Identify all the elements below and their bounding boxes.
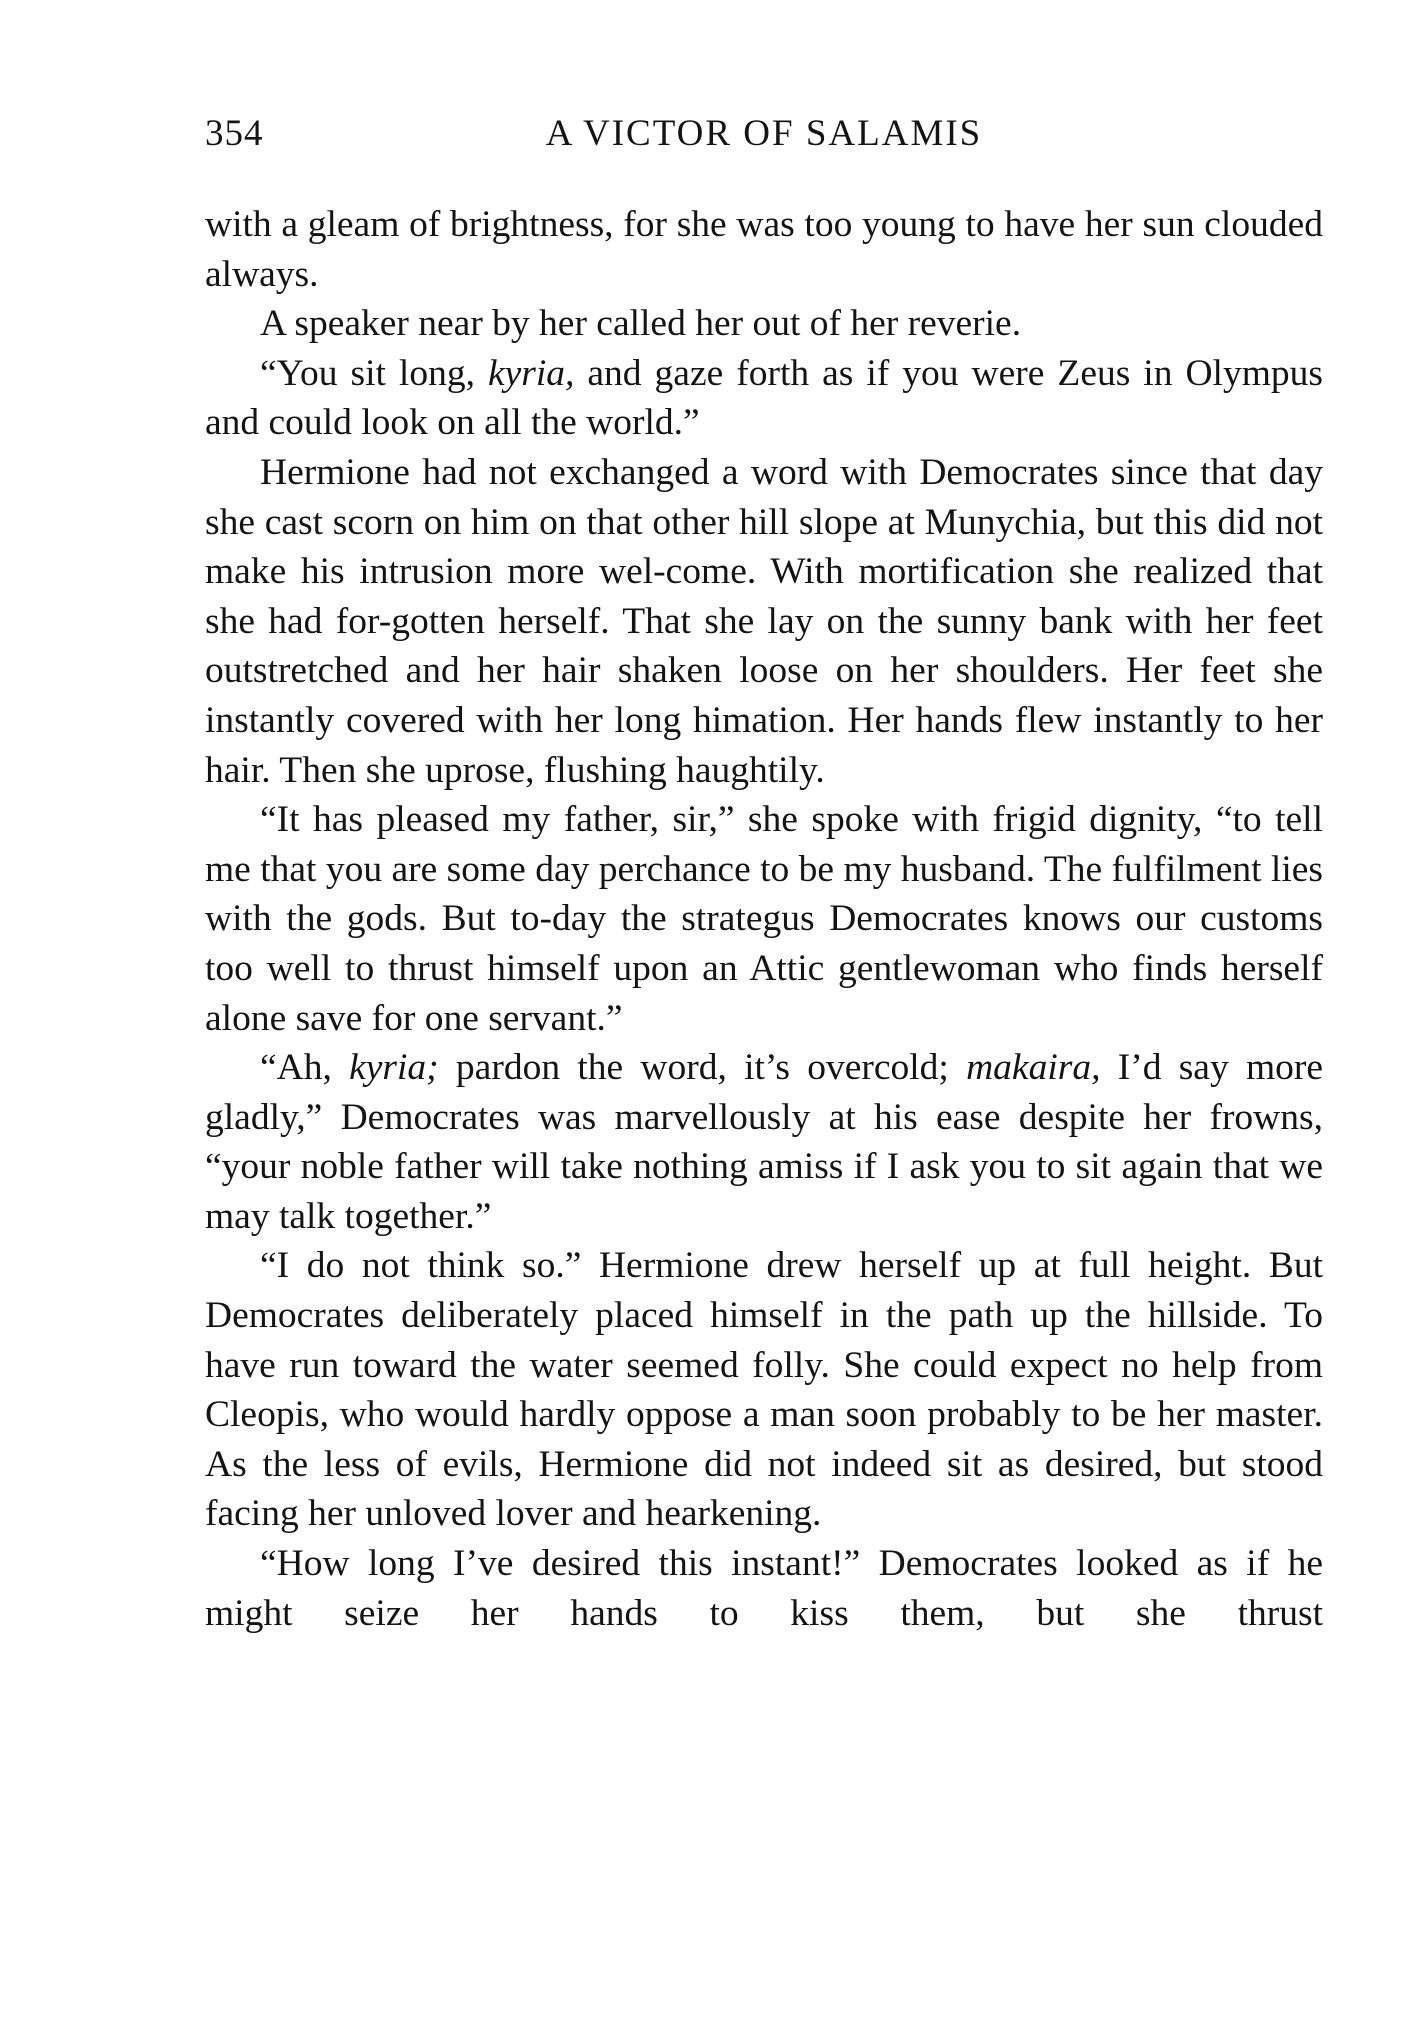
paragraph-4 bbox=[205, 448, 1323, 795]
paragraph-7-text: “I do not think so.” Hermione drew herself up at full height. But Democrates deliberately placed himself in the path up the hillside. To have run toward the water seemed folly. She could expect no help from Cleopis, who would hardly oppose a man soon probably to be her master. As the less of evils, Hermione did not indeed sit as desired, but stood facing her unloved lover and hearkening. bbox=[205, 1245, 1323, 1535]
page-number: 354 bbox=[205, 113, 264, 154]
paragraph-3-text-a: “You sit long, bbox=[260, 352, 488, 394]
paragraph-6-italic-makaira: makaira, bbox=[966, 1047, 1101, 1089]
paragraph-3 bbox=[205, 349, 1323, 448]
paragraph-2-text: A speaker near by her called her out of her reverie. bbox=[260, 303, 1022, 345]
paragraph-6-text-a: “Ah, bbox=[260, 1047, 350, 1089]
paragraph-5 bbox=[205, 795, 1323, 1043]
page-header bbox=[205, 112, 1323, 162]
paragraph-6 bbox=[205, 1043, 1323, 1241]
paragraph-3-italic-kyria: kyria, bbox=[487, 352, 575, 394]
body-text bbox=[205, 200, 1323, 1638]
paragraph-4-text: Hermione had not exchanged a word with Democrates since that day she cast scorn on him on that other hill slope at Munychia, but this did not make his intrusion more wel-come. With mortification she realized that she had for-gotten herself. That she lay on the sunny bank with her feet outstretched and her hair shaken loose on her shoulders. Her feet she instantly covered with her long himation. Her hands flew instantly to her hair. Then she uprose, flushing haughtily. bbox=[205, 451, 1323, 791]
paragraph-8-text: “How long I’ve desired this instant!” Democrates looked as if he might seize her hands to kiss them, but she thrust bbox=[205, 1543, 1323, 1634]
paragraph-3-text-b: and gaze forth as if you were Zeus in Olympus and could look on all the world.” bbox=[205, 352, 1323, 444]
paragraph-7 bbox=[205, 1241, 1323, 1539]
paragraph-6-italic-kyria: kyria; bbox=[349, 1047, 439, 1089]
paragraph-2 bbox=[205, 299, 1323, 349]
running-title: A VICTOR OF SALAMIS bbox=[545, 113, 983, 154]
paragraph-8 bbox=[205, 1539, 1323, 1638]
paragraph-5-text: “It has pleased my father, sir,” she spoke with frigid dignity, “to tell me that you are some day perchance to be my husband. The fulfilment lies with the gods. But to-day the strategus Democrates knows our customs too well to thrust himself upon an Attic gentlewoman who finds herself alone save for one servant.” bbox=[205, 799, 1323, 1039]
paragraph-6-text-b: pardon the word, it’s overcold; bbox=[438, 1047, 967, 1089]
paragraph-1 bbox=[205, 200, 1323, 299]
paragraph-6-text-c: I’d say more gladly,” Democrates was marvellously at his ease despite her frowns, “your noble father will take nothing amiss if I ask you to sit again that we may talk together.” bbox=[205, 1047, 1324, 1237]
paragraph-1-text: with a gleam of brightness, for she was too young to have her sun clouded always. bbox=[205, 204, 1323, 295]
